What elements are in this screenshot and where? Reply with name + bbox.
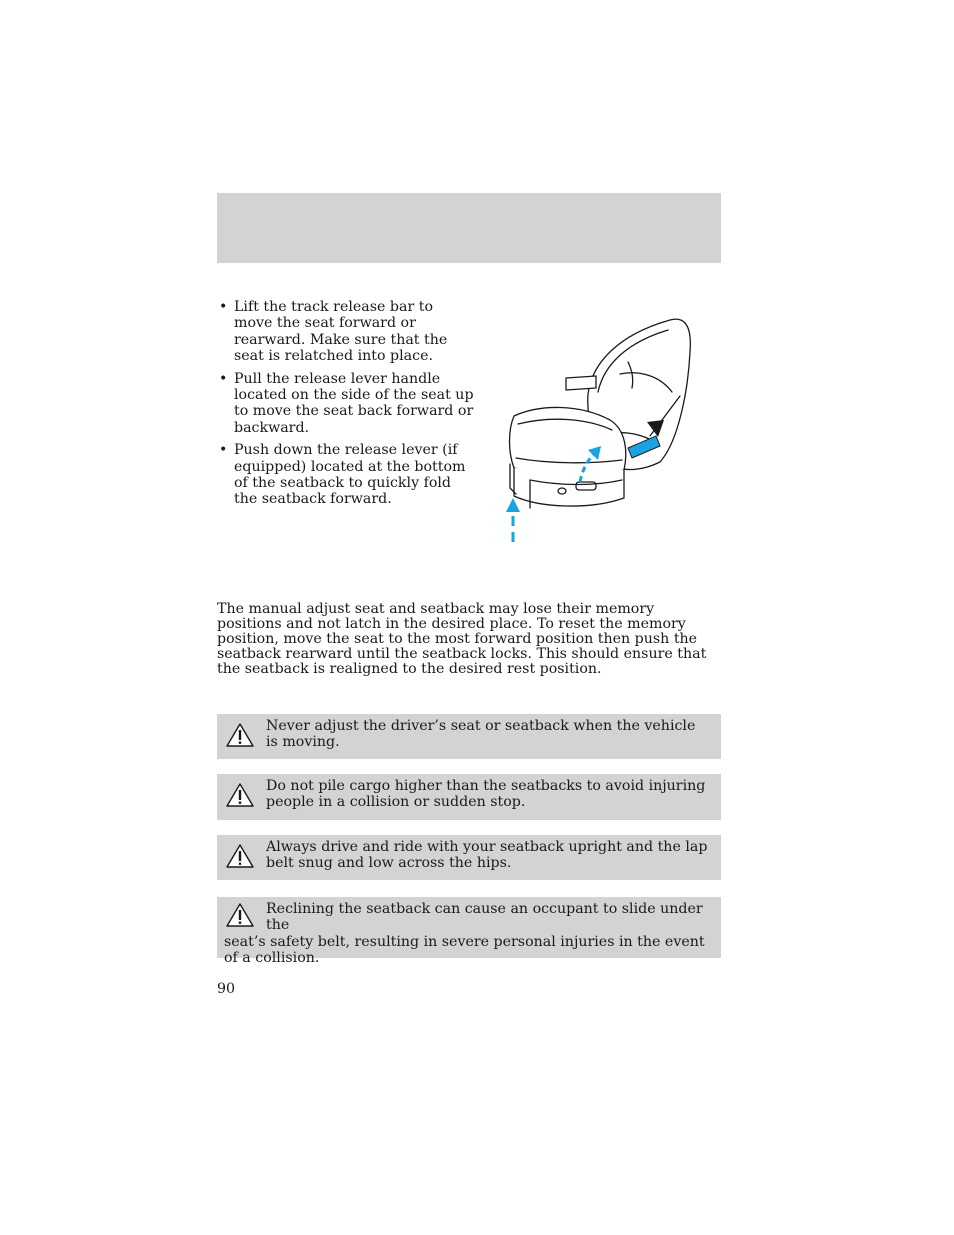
warning-text: Never adjust the driver’s seat or seatback when the vehicle is moving. (266, 718, 696, 751)
warning-box (217, 714, 721, 759)
warning-box (217, 774, 721, 820)
warning-triangle-icon (225, 843, 255, 869)
warning-text: Do not pile cargo higher than the seatbacks to avoid injuring people in a collision or sudden stop. (266, 778, 706, 811)
bullet-icon: • (219, 442, 228, 459)
warning-text: Reclining the seatback can cause an occupant to slide under the (266, 901, 703, 934)
instruction-list (217, 299, 475, 514)
bullet-icon: • (219, 299, 228, 315)
list-item (217, 299, 475, 365)
header-band (217, 193, 721, 263)
bullet-icon: • (219, 370, 228, 387)
warning-triangle-icon (225, 782, 255, 808)
body-paragraph: The manual adjust seat and seatback may lose their memory positions and not latch in the desired place. To reset the memory position, move the seat to the most forward position then push the seatback rearward until the seatback locks. This should ensure that the seatback is realigned to the desired rest position. (217, 601, 707, 677)
warning-box (217, 897, 721, 967)
bullet-text: Lift the track release bar to move the seat forward or rearward. Make sure that the seat is relatched into place. (234, 299, 448, 365)
seat-illustration (500, 312, 700, 548)
warning-text: Always drive and ride with your seatback upright and the lap belt snug and low across the hips. (266, 839, 708, 872)
warning-box (217, 835, 721, 880)
list-item (217, 371, 475, 437)
bullet-text: Pull the release lever handle located on the side of the seat up to move the seat back forward or backward. (234, 370, 474, 436)
bullet-text: Push down the release lever (if equipped) located at the bottom of the seatback to quickly fold the seatback forward. (234, 442, 466, 508)
page-number: 90 (217, 981, 236, 997)
list-item (217, 442, 475, 508)
warning-triangle-icon (225, 902, 255, 928)
warning-text-continued: seat’s safety belt, resulting in severe personal injuries in the event of a collision. (224, 933, 705, 967)
warning-triangle-icon (225, 722, 255, 748)
